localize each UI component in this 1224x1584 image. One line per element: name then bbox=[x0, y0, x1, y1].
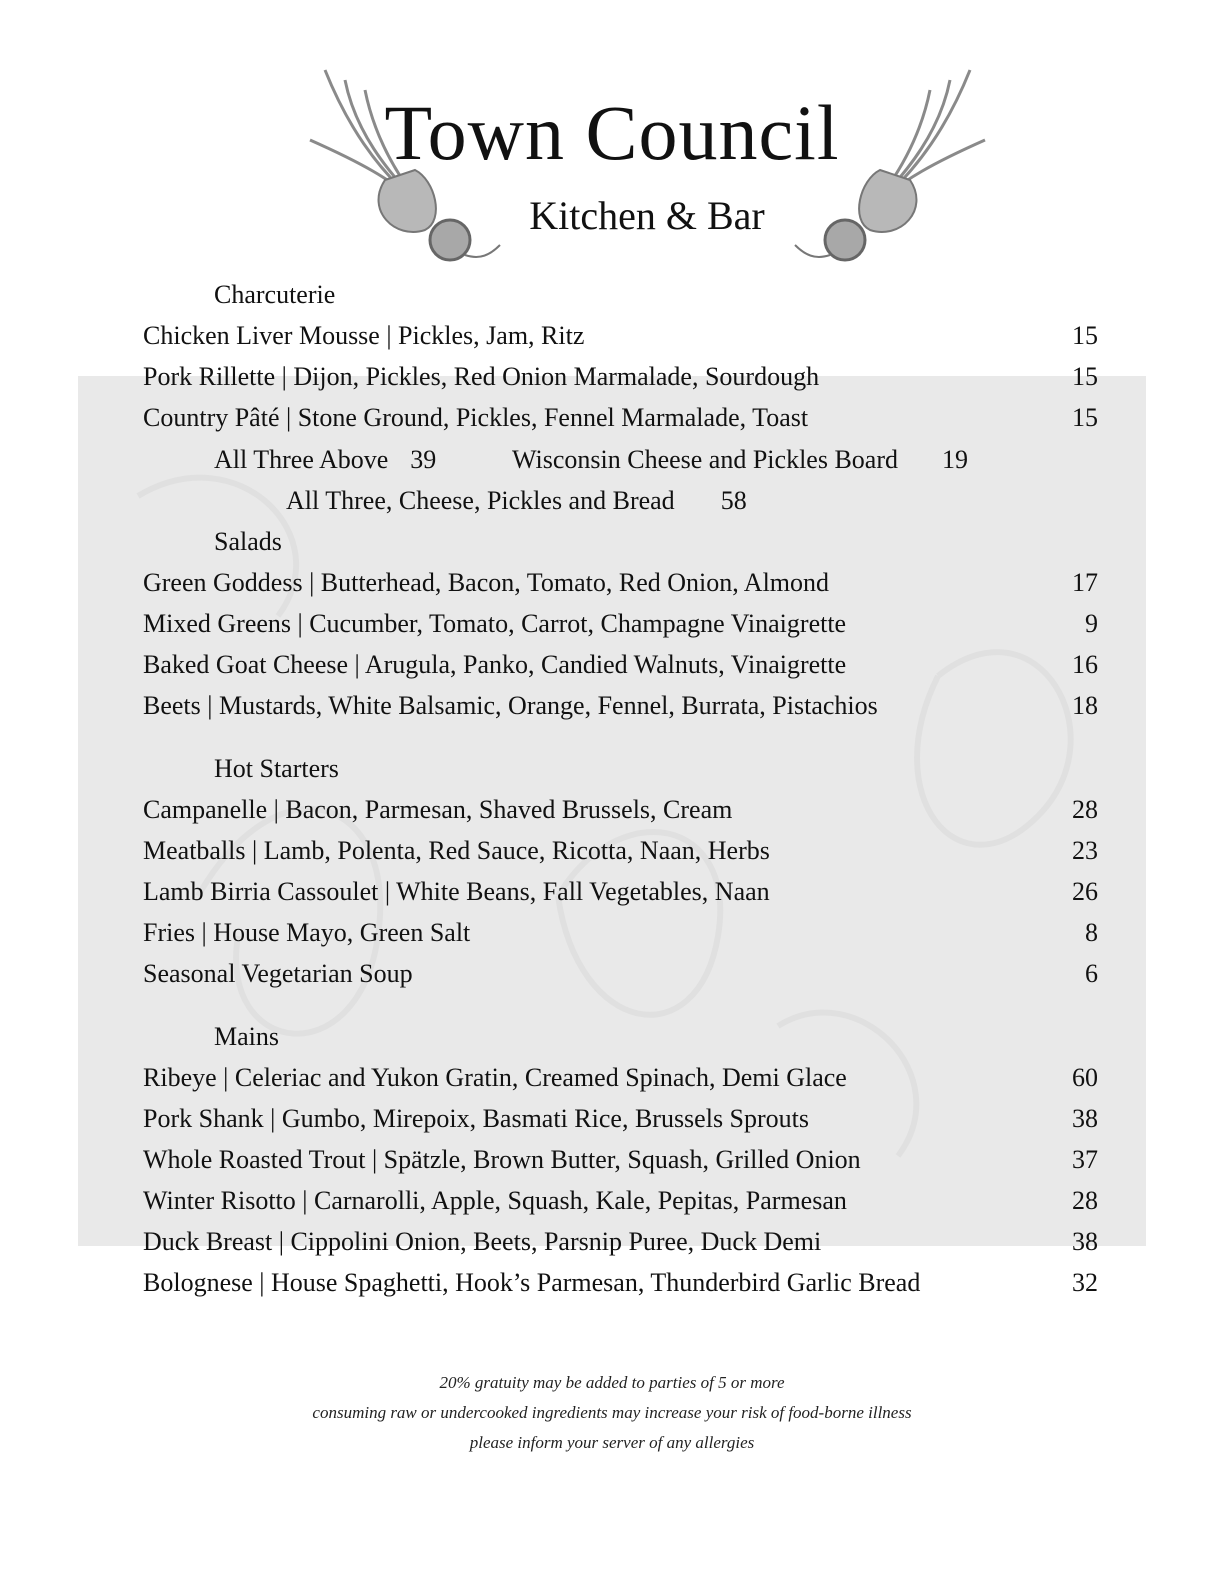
item-name: Winter Risotto | Carnarolli, Apple, Squash, Kale, Pepitas, Parmesan bbox=[143, 1186, 847, 1215]
combo-price: 39 bbox=[410, 445, 437, 474]
menu-header bbox=[0, 60, 1224, 270]
item-price: 9 bbox=[1085, 609, 1098, 638]
menu-item bbox=[143, 362, 1098, 392]
item-price: 18 bbox=[1072, 691, 1098, 720]
menu-item bbox=[143, 650, 1098, 680]
item-name: Lamb Birria Cassoulet | White Beans, Fall Vegetables, Naan bbox=[143, 877, 770, 906]
section-title-hot-starters: Hot Starters bbox=[214, 754, 339, 783]
gratuity-note: 20% gratuity may be added to parties of 5 or more bbox=[439, 1373, 785, 1392]
item-price: 16 bbox=[1072, 650, 1098, 679]
restaurant-subtitle: Kitchen & Bar bbox=[529, 193, 765, 238]
menu-item bbox=[143, 877, 1098, 907]
item-name: Country Pâté | Stone Ground, Pickles, Fennel Marmalade, Toast bbox=[143, 403, 809, 432]
item-name: Green Goddess | Butterhead, Bacon, Tomato, Red Onion, Almond bbox=[143, 568, 830, 597]
item-price: 26 bbox=[1072, 877, 1098, 906]
item-price: 15 bbox=[1072, 403, 1098, 432]
item-price: 37 bbox=[1072, 1145, 1098, 1174]
combo-label: Wisconsin Cheese and Pickles Board bbox=[512, 445, 898, 474]
item-price: 38 bbox=[1072, 1104, 1098, 1133]
item-name: Pork Rillette | Dijon, Pickles, Red Onion Marmalade, Sourdough bbox=[143, 362, 820, 391]
menu-item bbox=[143, 1104, 1098, 1134]
item-price: 32 bbox=[1072, 1268, 1098, 1297]
combo-price: 58 bbox=[720, 486, 747, 515]
menu-item bbox=[143, 1268, 1098, 1298]
menu-item bbox=[143, 1063, 1098, 1093]
item-name: Beets | Mustards, White Balsamic, Orange, Fennel, Burrata, Pistachios bbox=[143, 691, 878, 720]
section-title-mains: Mains bbox=[214, 1022, 279, 1051]
item-name: Fries | House Mayo, Green Salt bbox=[143, 918, 471, 947]
combo-cheese-board bbox=[512, 445, 968, 475]
item-name: Ribeye | Celeriac and Yukon Gratin, Creamed Spinach, Demi Glace bbox=[143, 1063, 847, 1092]
item-price: 38 bbox=[1072, 1227, 1098, 1256]
combo-all-three bbox=[214, 445, 436, 475]
item-name: Mixed Greens | Cucumber, Tomato, Carrot, Champagne Vinaigrette bbox=[143, 609, 847, 638]
item-name: Bolognese | House Spaghetti, Hook’s Parmesan, Thunderbird Garlic Bread bbox=[143, 1268, 921, 1297]
restaurant-title: Town Council bbox=[384, 89, 840, 176]
item-price: 17 bbox=[1072, 568, 1098, 597]
item-price: 6 bbox=[1085, 959, 1098, 988]
item-name: Meatballs | Lamb, Polenta, Red Sauce, Ricotta, Naan, Herbs bbox=[143, 836, 770, 865]
menu-item bbox=[143, 795, 1098, 825]
menu-item bbox=[143, 918, 1098, 948]
section-title-charcuterie: Charcuterie bbox=[214, 280, 336, 309]
combo-all-with-bread bbox=[286, 486, 747, 516]
menu-item bbox=[143, 609, 1098, 639]
section-title-salads: Salads bbox=[214, 527, 282, 556]
item-name: Duck Breast | Cippolini Onion, Beets, Parsnip Puree, Duck Demi bbox=[143, 1227, 822, 1256]
item-price: 8 bbox=[1085, 918, 1098, 947]
allergy-note: please inform your server of any allergies bbox=[469, 1433, 755, 1452]
menu-footer bbox=[0, 1368, 1224, 1458]
menu-item bbox=[143, 691, 1098, 721]
menu-item bbox=[143, 1186, 1098, 1216]
item-name: Baked Goat Cheese | Arugula, Panko, Candied Walnuts, Vinaigrette bbox=[143, 650, 847, 679]
item-name: Pork Shank | Gumbo, Mirepoix, Basmati Rice, Brussels Sprouts bbox=[143, 1104, 810, 1133]
item-price: 15 bbox=[1072, 362, 1098, 391]
menu-item bbox=[143, 1145, 1098, 1175]
menu-item bbox=[143, 959, 1098, 989]
item-price: 60 bbox=[1072, 1063, 1098, 1092]
item-name: Campanelle | Bacon, Parmesan, Shaved Brussels, Cream bbox=[143, 795, 733, 824]
item-price: 28 bbox=[1072, 795, 1098, 824]
menu-item bbox=[143, 1227, 1098, 1257]
item-name: Seasonal Vegetarian Soup bbox=[143, 959, 413, 988]
combo-label: All Three, Cheese, Pickles and Bread bbox=[286, 486, 675, 515]
item-price: 15 bbox=[1072, 321, 1098, 350]
menu-item bbox=[143, 568, 1098, 598]
item-price: 28 bbox=[1072, 1186, 1098, 1215]
menu-item bbox=[143, 403, 1098, 433]
menu-item bbox=[143, 321, 1098, 351]
menu-item bbox=[143, 836, 1098, 866]
item-price: 23 bbox=[1072, 836, 1098, 865]
combo-price: 19 bbox=[942, 445, 968, 474]
item-name: Chicken Liver Mousse | Pickles, Jam, Ritz bbox=[143, 321, 585, 350]
combo-label: All Three Above bbox=[214, 445, 389, 474]
food-safety-note: consuming raw or undercooked ingredients may increase your risk of food-borne illness bbox=[312, 1403, 912, 1422]
item-name: Whole Roasted Trout | Spätzle, Brown Butter, Squash, Grilled Onion bbox=[143, 1145, 861, 1174]
